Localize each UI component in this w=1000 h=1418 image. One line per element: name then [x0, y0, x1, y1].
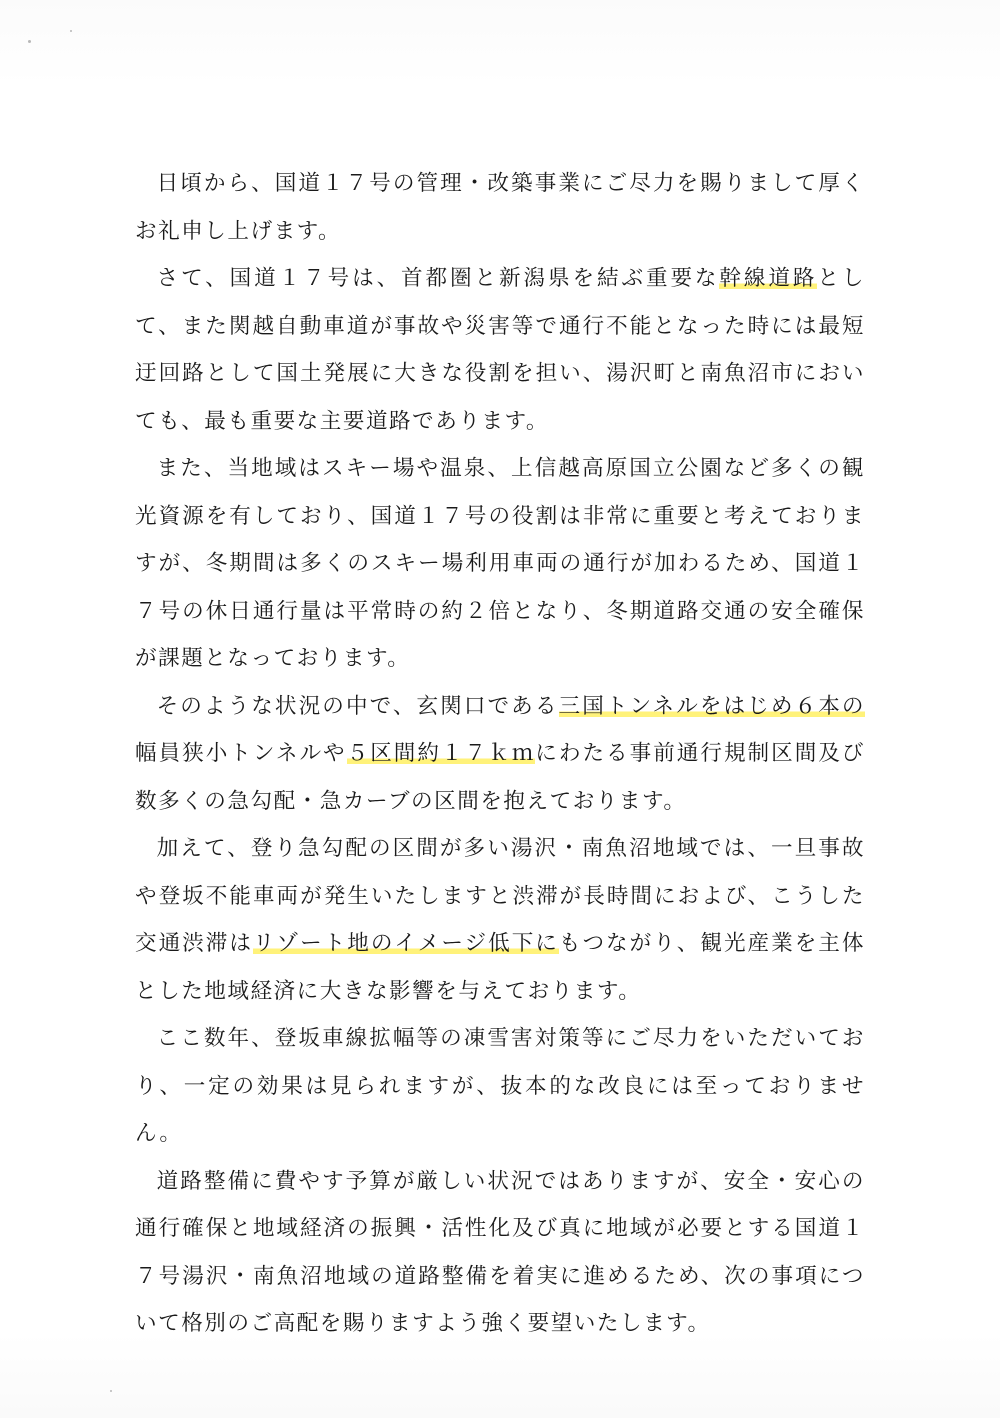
paragraph-text: として、また関越自動車道が事故や災害等で通行不能となった時には最短迂回路として国土発展に大きな役割を担い、湯沢町と南魚沼市においても、最も重要な主要道路であります。 [135, 266, 865, 434]
paragraph-text: 日頃から、国道１７号の管理・改築事業にご尽力を賜りまして厚くお礼申し上げます。 [135, 171, 865, 244]
paragraph-1 [135, 160, 865, 255]
paragraph-text: ここ数年、登坂車線拡幅等の凍雪害対策等にご尽力をいただいており、一定の効果は見られますが、抜本的な改良には至っておりません。 [135, 1026, 865, 1146]
scan-speck [28, 40, 31, 43]
paragraph-text: そのような状況の中で、玄関口である [156, 693, 559, 719]
scan-speck [70, 30, 72, 32]
paragraph-7 [135, 1158, 865, 1348]
paragraph-text: にわたる事前通行規制区間及び数多くの急勾配・急カーブの区間を抱えております。 [135, 741, 865, 814]
paragraph-text: 加えて、登り急勾配の区間が多い湯沢・南魚沼地域では、一旦事故や登坂不能車両が発生いたしますと渋滞が長時間におよび、こうした交通渋滞は [135, 836, 865, 956]
paragraph-3 [135, 445, 865, 683]
paragraph-6 [135, 1015, 865, 1158]
paragraph-text: また、当地域はスキー場や温泉、上信越高原国立公園など多くの観光資源を有しており、国道１７号の役割は非常に重要と考えておりますが、冬期間は多くのスキー場利用車両の通行が加わるため、国道１７号の休日通行量は平常時の約２倍となり、冬期道路交通の安全確保が課題となっております。 [135, 456, 865, 671]
highlighted-text: 幹線道路 [719, 266, 818, 291]
highlighted-text: リゾート地のイメージ低下に [252, 931, 559, 956]
paragraph-text: 道路整備に費やす予算が厳しい状況ではありますが、安全・安心の通行確保と地域経済の振興・活性化及び真に地域が必要とする国道１７号湯沢・南魚沼地域の道路整備を着実に進めるため、次の事項について格別のご高配を賜りますよう強く要望いたします。 [135, 1168, 865, 1336]
scan-speck [110, 1390, 112, 1392]
paragraph-text: もつながり、観光産業を主体とした地域経済に大きな影響を与えております。 [135, 931, 865, 1004]
paragraph-text: 幅員狭小トンネルや [135, 741, 347, 766]
paragraph-5 [135, 825, 865, 1015]
highlighted-text: ５区間約１７ｋｍ [346, 741, 536, 766]
paragraph-2 [135, 255, 865, 445]
paragraph-4 [135, 683, 865, 826]
paragraph-text: さて、国道１７号は、首都圏と新潟県を結ぶ重要な [156, 266, 720, 291]
document-body [135, 160, 865, 1348]
highlighted-text: 三国トンネルをはじめ６本の [558, 693, 865, 719]
